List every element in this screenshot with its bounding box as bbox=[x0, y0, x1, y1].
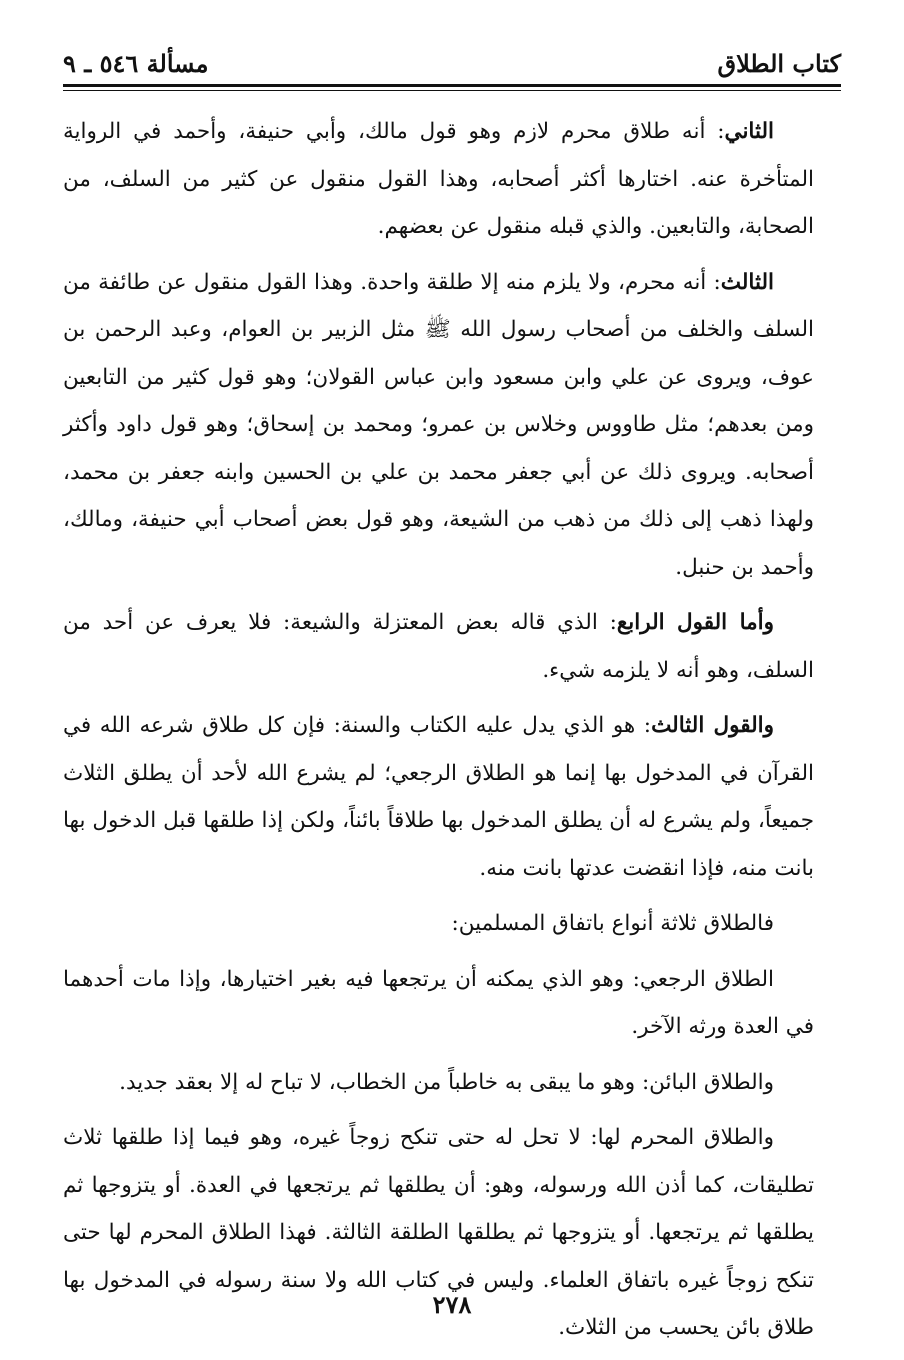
paragraph-lead: الثالث bbox=[720, 269, 774, 295]
paragraph-2 bbox=[63, 259, 814, 592]
header-book-title: كتاب الطلاق bbox=[717, 49, 841, 78]
paragraph-lead: الثاني bbox=[724, 119, 774, 144]
header-issue-ref: مسألة ٥٤٦ ـ ٩ bbox=[63, 49, 209, 78]
paragraph-lead: وأما القول الرابع bbox=[616, 610, 774, 635]
paragraph-lead: والقول الثالث bbox=[651, 713, 774, 738]
paragraph-text: والطلاق المحرم لها: لا تحل له حتى تنكح زوجاً غيره، وهو فيما إذا طلقها ثلاث تطليقات، كما أذن الله ورسوله، وهو: أن يطلقها ثم يرتجعها في العدة. أو يتزوجها ثم يطلقها ثم يرتجعها. أو يتزوجها ثم يطلقها الطلقة الثالثة. فهذا الطلاق المحرم لها حتى تنكح زوجاً غيره باتفاق العلماء. وليس في كتاب الله ولا سنة رسوله في المدخول بها طلاق بائن يحسب من الثلاث. bbox=[63, 1125, 814, 1340]
page-number: ٢٧٨ bbox=[432, 1290, 472, 1319]
paragraph-text: : الذي قاله بعض المعتزلة والشيعة: فلا يعرف عن أحد من السلف، وهو أنه لا يلزمه شيء. bbox=[63, 610, 814, 683]
paragraph-text: : هو الذي يدل عليه الكتاب والسنة: فإن كل طلاق شرعه الله في القرآن في المدخول بها إنما هو الطلاق الرجعي؛ لم يشرع الله لأحد أن يطلق الثلاث جميعاً، ولم يشرع له أن يطلق المدخول بها طلاقاً بائناً، ولكن إذا طلقها قبل الدخول بها بانت منه، فإذا انقضت عدتها بانت منه. bbox=[63, 713, 814, 881]
paragraph-text: : أنه محرم، ولا يلزم منه إلا طلقة واحدة. وهذا القول منقول عن طائفة من السلف والخلف من أصحاب رسول الله ﷺ مثل الزبير بن العوام، وعبد الرحمن بن عوف، ويروى عن علي وابن مسعود وابن عباس القولان؛ وهو قول كثير من التابعين ومن بعدهم؛ مثل طاووس وخلاس بن عمرو؛ ومحمد بن إسحاق؛ وهو قول داود وأكثر أصحابه. ويروى ذلك عن أبي جعفر محمد بن علي بن الحسين وابنه جعفر بن محمد، ولهذا ذهب إلى ذلك من ذهب من الشيعة، وهو قول بعض أصحاب أبي حنيفة، ومالك، وأحمد بن حنبل. bbox=[63, 269, 814, 580]
header-rule-thin bbox=[63, 90, 841, 91]
paragraph-5 bbox=[63, 900, 814, 948]
paragraph-text: والطلاق البائن: وهو ما يبقى به خاطباً من الخطاب، لا تباح له إلا بعقد جديد. bbox=[119, 1069, 774, 1095]
paragraph-4 bbox=[63, 702, 814, 892]
paragraph-text: الطلاق الرجعي: وهو الذي يمكنه أن يرتجعها فيه بغير اختيارها، وإذا مات أحدهما في العدة ورثه الآخر. bbox=[63, 966, 814, 1039]
paragraph-7 bbox=[63, 1059, 814, 1107]
paragraph-text: فالطلاق ثلاثة أنواع باتفاق المسلمين: bbox=[451, 911, 774, 936]
paragraph-3 bbox=[63, 599, 814, 694]
body-text bbox=[63, 108, 814, 1360]
header-rule-thick bbox=[63, 84, 841, 87]
paragraph-text: : أنه طلاق محرم لازم وهو قول مالك، وأبي حنيفة، وأحمد في الرواية المتأخرة عنه. اختارها أكثر أصحابه، وهذا القول منقول عن كثير من السلف، من الصحابة، والتابعين. والذي قبله منقول عن بعضهم. bbox=[63, 119, 814, 239]
paragraph-1 bbox=[63, 108, 814, 251]
paragraph-6 bbox=[63, 956, 814, 1051]
running-header bbox=[63, 38, 841, 78]
